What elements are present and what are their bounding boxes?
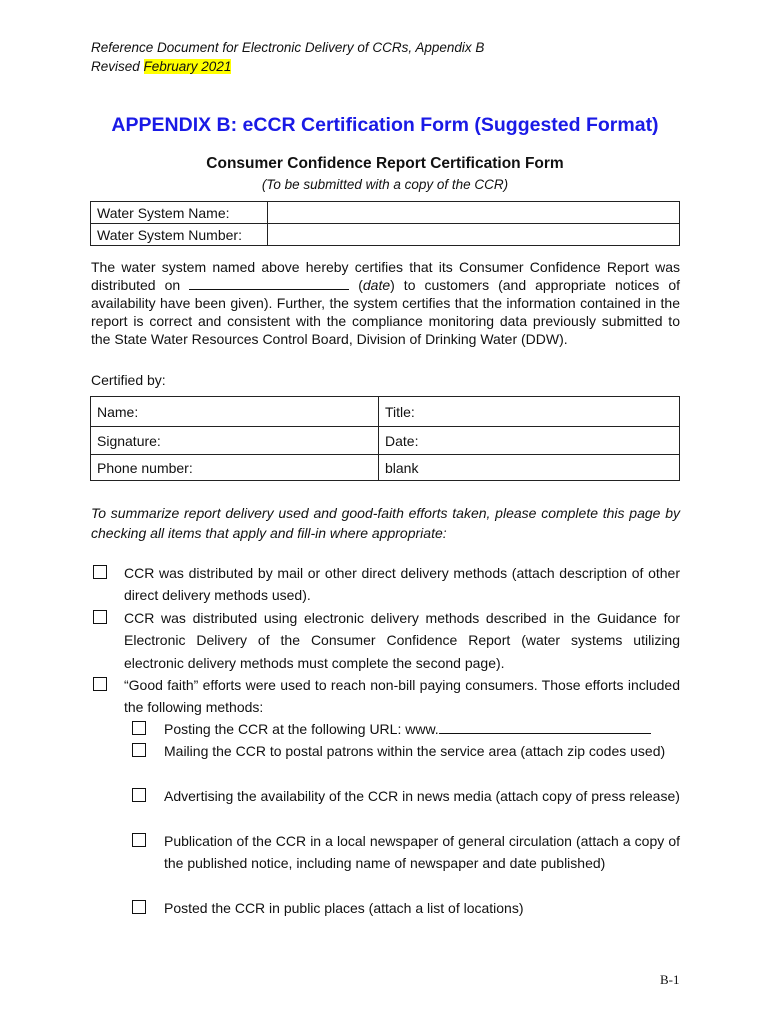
date-field[interactable]: Date: xyxy=(379,427,680,455)
form-subtitle: (To be submitted with a copy of the CCR) xyxy=(261,177,509,192)
water-system-number-label: Water System Number: xyxy=(91,224,268,246)
url-posting-item xyxy=(164,718,680,740)
header-revised-date: February 2021 xyxy=(143,59,232,74)
good-faith-checkbox[interactable] xyxy=(93,677,107,691)
good-faith-item: “Good faith” efforts were used to reach non-bill paying consumers. Those efforts included the following methods: xyxy=(124,677,680,716)
water-system-table xyxy=(90,201,680,246)
postal-patrons-checkbox[interactable] xyxy=(132,743,146,757)
url-input-line[interactable] xyxy=(439,721,651,734)
summary-instructions: To summarize report delivery used and good-faith efforts taken, please complete this page by checking all items that apply and fill-in where appropriate: xyxy=(91,505,680,541)
form-title: Consumer Confidence Report Certification Form xyxy=(206,155,564,172)
mail-delivery-checkbox[interactable] xyxy=(93,565,107,579)
document-header xyxy=(91,38,484,76)
header-reference-line: Reference Document for Electronic Delivery of CCRs, Appendix B xyxy=(91,40,485,55)
water-system-number-field[interactable] xyxy=(268,224,680,246)
url-posting-label: Posting the CCR at the following URL: www. xyxy=(164,721,439,737)
header-revised-prefix: Revised xyxy=(91,59,144,74)
blank-field[interactable]: blank xyxy=(379,455,680,481)
certified-by-label: Certified by: xyxy=(91,372,166,388)
url-posting-checkbox[interactable] xyxy=(132,721,146,735)
distribution-date-field[interactable] xyxy=(189,277,349,290)
certification-statement: The water system named above hereby certifies that its Consumer Confidence Report was distributed on (date) to customers (and appropriate notices of availability have been given). Further, the system certifies that the information contained in the report is correct and consistent with the compliance monitoring data previously submitted to the State Water Resources Control Board, Division of Drinking Water (DDW). xyxy=(91,259,680,347)
signature-field[interactable]: Signature: xyxy=(91,427,379,455)
public-places-item: Posted the CCR in public places (attach a list of locations) xyxy=(164,900,524,916)
newspaper-publication-item: Publication of the CCR in a local newspaper of general circulation (attach a copy of the published notice, including name of newspaper and date published) xyxy=(164,833,680,872)
public-places-checkbox[interactable] xyxy=(132,900,146,914)
name-field[interactable]: Name: xyxy=(91,397,379,427)
certification-text-part1: The water system named above hereby certifies that its Consumer Confidence Report was distributed on xyxy=(91,259,680,293)
water-system-name-field[interactable] xyxy=(268,202,680,224)
mail-delivery-item: CCR was distributed by mail or other direct delivery methods (attach description of other direct delivery methods used). xyxy=(124,565,680,604)
postal-patrons-item: Mailing the CCR to postal patrons within the service area (attach zip codes used) xyxy=(164,743,666,759)
certification-text-part2: to customers (and appropriate notices of availability have been given). Further, the system certifies that the information contained in the report is correct and consistent with the compliance monitoring data previously submitted to the State Water Resources Control Board, Division of Drinking Water (DDW). xyxy=(91,277,680,347)
page-number: B-1 xyxy=(660,972,680,987)
title-field[interactable]: Title: xyxy=(379,397,680,427)
electronic-delivery-checkbox[interactable] xyxy=(93,610,107,624)
water-system-name-label: Water System Name: xyxy=(91,202,268,224)
appendix-title: APPENDIX B: eCCR Certification Form (Suggested Format) xyxy=(111,114,659,136)
header-revised-line xyxy=(91,57,484,76)
electronic-delivery-item: CCR was distributed using electronic delivery methods described in the Guidance for Electronic Delivery of the Consumer Confidence Report (water systems utilizing electronic delivery methods must complete the second page). xyxy=(124,610,680,671)
news-media-checkbox[interactable] xyxy=(132,788,146,802)
phone-number-field[interactable]: Phone number: xyxy=(91,455,379,481)
signature-table xyxy=(90,396,680,481)
date-hint: date xyxy=(362,277,391,293)
news-media-item: Advertising the availability of the CCR in news media (attach copy of press release) xyxy=(164,788,680,804)
newspaper-publication-checkbox[interactable] xyxy=(132,833,146,847)
